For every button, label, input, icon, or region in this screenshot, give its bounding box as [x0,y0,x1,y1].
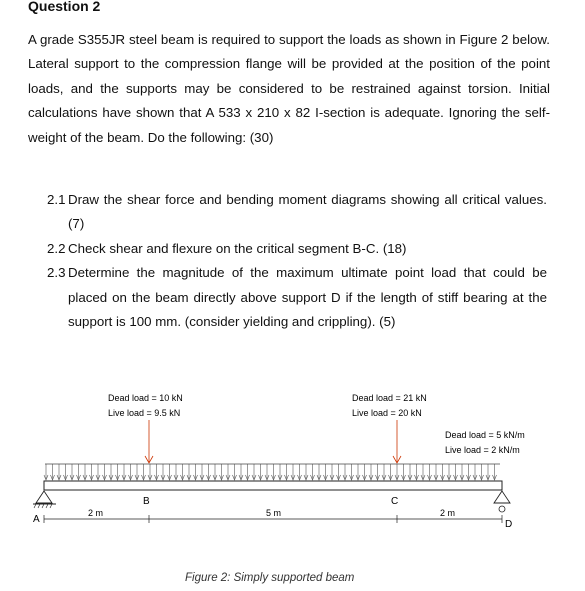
support-a-hatch [34,504,52,508]
load-c-live-label: Live load = 20 kN [352,408,422,418]
udl-arrows [44,464,497,480]
figure-caption: Figure 2: Simply supported beam [185,572,355,584]
task-item [47,237,547,261]
task-number: 2.2 [47,240,66,256]
beam [44,481,502,490]
span-cd-label: 2 m [440,508,456,518]
load-c-dead-label: Dead load = 21 kN [352,393,427,403]
support-d-roller-wheel [499,506,505,512]
point-d-label: D [505,519,513,530]
task-list [47,188,547,334]
load-b-live-label: Live load = 9.5 kN [108,408,181,418]
task-text: Draw the shear force and bending moment diagrams showing all critical values. (7) [68,192,547,232]
question-paragraph: A grade S355JR steel beam is required to support the loads as shown in Figure 2 below. Lateral support to the compression flange will be provided at the position of the point loads, and the supports may be considered to be restrained against torsion. Initial calculations have shown that A 533 x 210 x 82 I-section is adequate. Ignoring the self-weight of the beam. Do the following: (30) [28,32,550,145]
point-c-label: C [391,496,399,507]
question-heading: Question 2 [28,0,101,14]
task-text: Check shear and flexure on the critical segment B-C. (18) [68,240,407,256]
span-ab-label: 2 m [88,508,104,518]
point-a-label: A [33,514,40,525]
task-number: 2.1 [47,192,66,207]
point-b-label: B [143,496,150,507]
udl-dead-label: Dead load = 5 kN/m [445,430,525,440]
span-bc-label: 5 m [266,508,282,518]
udl-live-label: Live load = 2 kN/m [445,445,520,455]
task-item [47,261,547,334]
task-item [47,188,547,237]
load-b-dead-label: Dead load = 10 kN [108,393,183,403]
beam-figure [0,380,585,591]
task-number: 2.3 [47,265,66,281]
support-a-pin [36,491,52,503]
task-text: Determine the magnitude of the maximum ultimate point load that could be placed on the beam directly above support D if the length of stiff bearing at the support is 100 mm. (consider yielding and crippling). (5) [68,265,547,330]
support-d-roller [494,491,510,503]
